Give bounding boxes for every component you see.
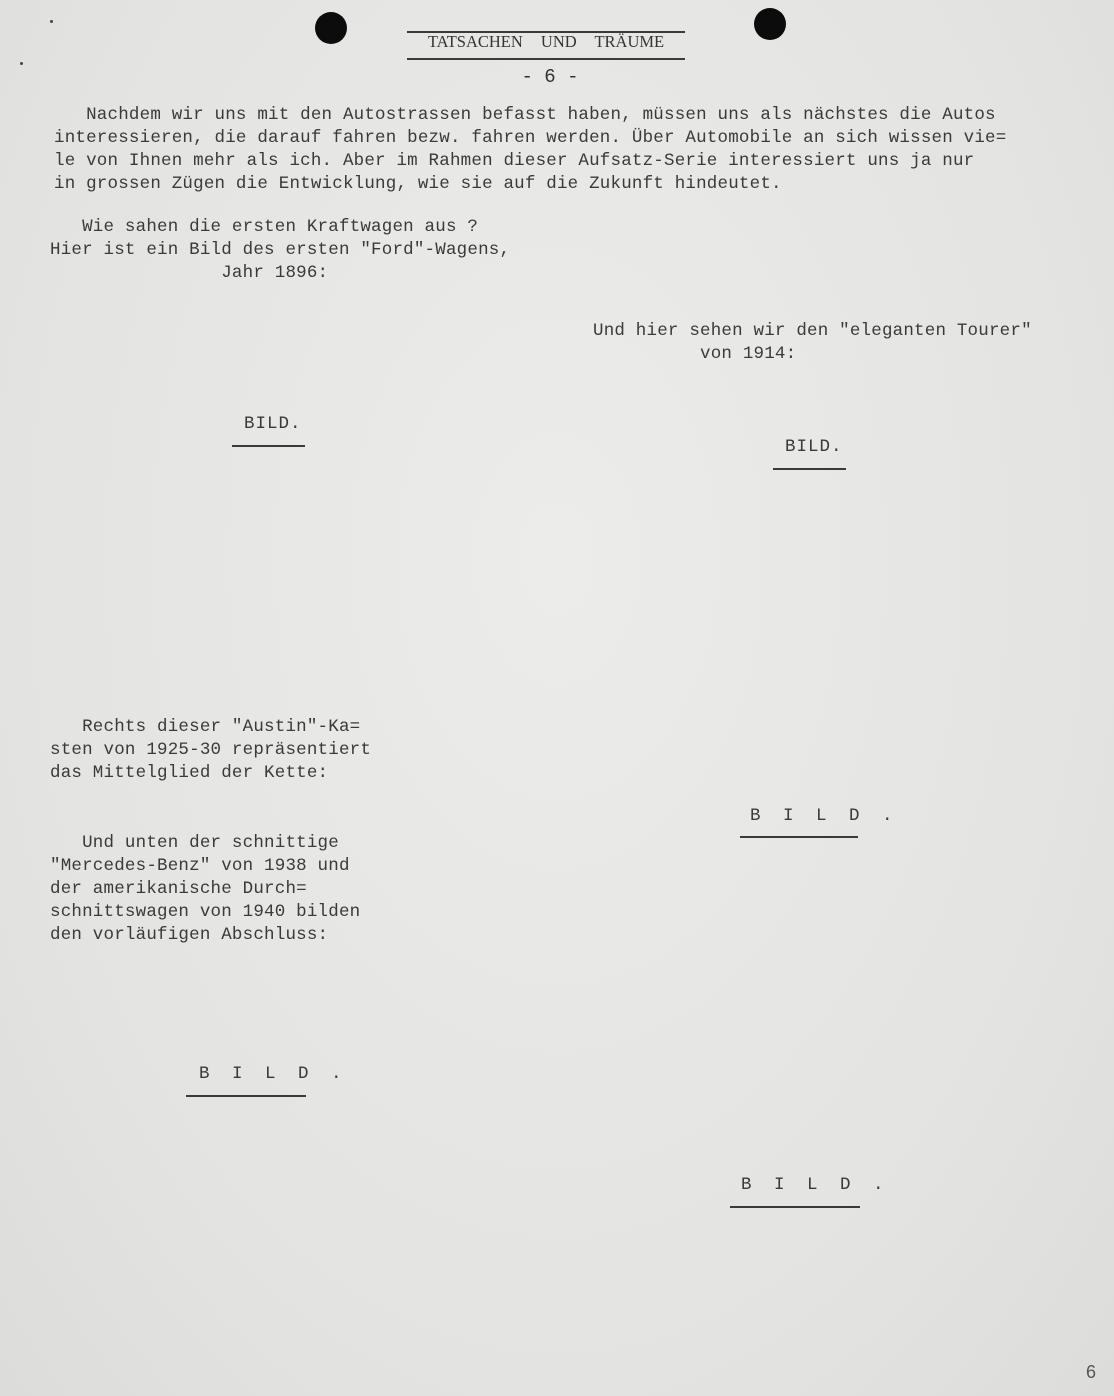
- header-title: TATSACHEN UND TRÄUME: [427, 32, 665, 51]
- caption-line: der amerikanische Durch=: [50, 879, 307, 899]
- caption-line: "Mercedes-Benz" von 1938 und: [50, 856, 350, 876]
- caption-line: das Mittelglied der Kette:: [50, 763, 329, 783]
- caption-line: Und unten der schnittige: [50, 833, 339, 853]
- caption-line: Hier ist ein Bild des ersten "Ford"-Wagens,: [50, 240, 511, 260]
- placeholder-underline: [730, 1206, 860, 1208]
- placeholder-underline: [186, 1095, 306, 1097]
- paper-speck: [20, 62, 23, 65]
- image-placeholder-tourer: BILD.: [785, 437, 843, 457]
- placeholder-underline: [232, 445, 305, 447]
- paper-speck: [50, 20, 53, 23]
- header-rule-bottom: [407, 58, 685, 60]
- image-placeholder-austin: B I L D .: [750, 806, 899, 826]
- intro-line: in grossen Zügen die Entwicklung, wie sie auf die Zukunft hindeutet.: [54, 174, 782, 194]
- image-placeholder-ford: BILD.: [244, 414, 302, 434]
- caption-line: von 1914:: [593, 344, 797, 364]
- caption-line: Und hier sehen wir den "eleganten Tourer": [593, 321, 1032, 341]
- intro-line: Nachdem wir uns mit den Autostrassen befasst haben, müssen uns als nächstes die Autos: [54, 105, 996, 125]
- page-number: - 6 -: [521, 66, 579, 88]
- punch-hole-left: [315, 12, 347, 44]
- placeholder-underline: [740, 836, 858, 838]
- image-placeholder-american: B I L D .: [741, 1175, 890, 1195]
- caption-line: den vorläufigen Abschluss:: [50, 925, 329, 945]
- caption-line: Wie sahen die ersten Kraftwagen aus ?: [50, 217, 479, 237]
- punch-hole-right: [754, 8, 786, 40]
- intro-line: interessieren, die darauf fahren bezw. fahren werden. Über Automobile an sich wissen vie=: [54, 128, 1007, 148]
- caption-line: sten von 1925-30 repräsentiert: [50, 740, 372, 760]
- caption-line: schnittswagen von 1940 bilden: [50, 902, 361, 922]
- placeholder-underline: [773, 468, 846, 470]
- corner-page-number: 6: [1086, 1362, 1097, 1382]
- caption-line: Rechts dieser "Austin"-Ka=: [50, 717, 361, 737]
- caption-line: Jahr 1896:: [50, 263, 329, 283]
- image-placeholder-mercedes: B I L D .: [199, 1064, 348, 1084]
- intro-line: le von Ihnen mehr als ich. Aber im Rahmen dieser Aufsatz-Serie interessiert uns ja nur: [54, 151, 975, 171]
